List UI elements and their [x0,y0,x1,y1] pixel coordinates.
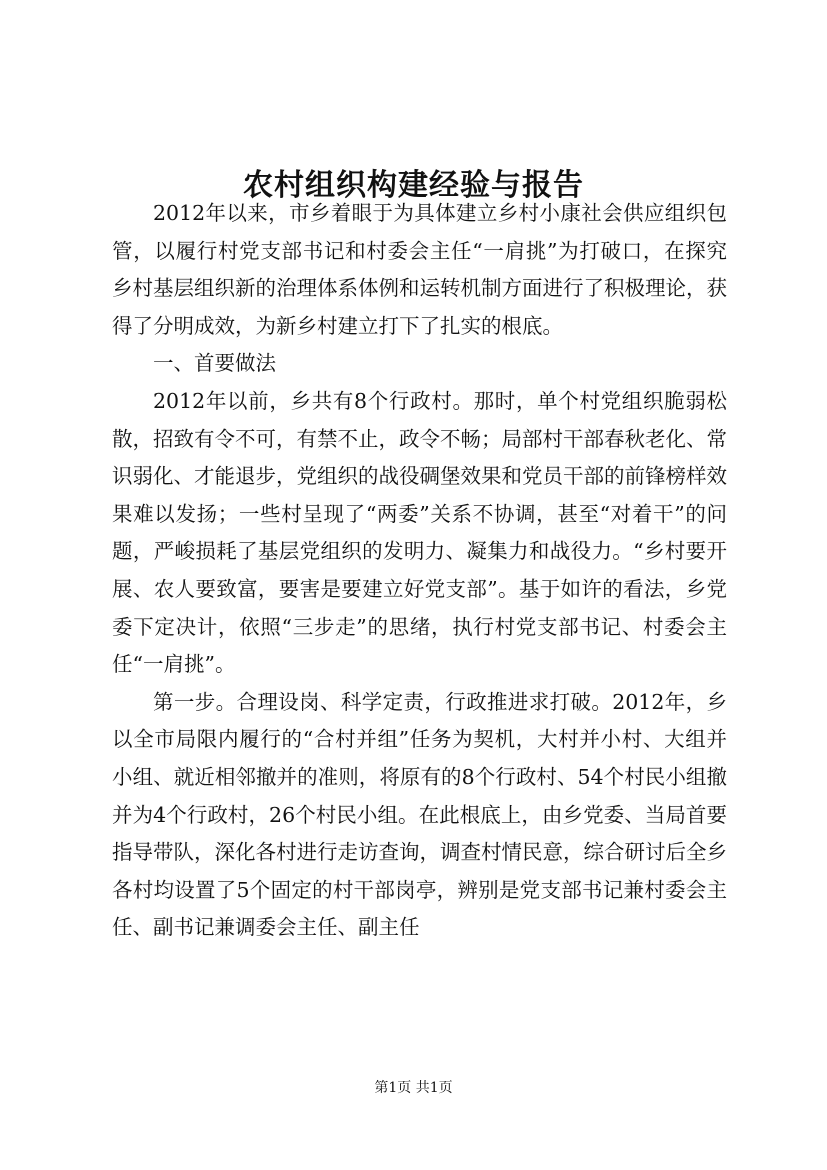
page-footer: 第1页 共1页 [374,1080,453,1096]
document-body [112,195,727,947]
section-heading: 一、首要做法 [153,351,276,376]
paragraph-background: 2012年以前，乡共有8个行政村。那时，单个村党组织脆弱松散，招致有令不可，有禁不止，政令不畅；局部村干部春秋老化、常识弱化、才能退步，党组织的战役碉堡效果和党员干部的前锋榜样效果难以发扬；一些村呈现了“两委”关系不协调，甚至“对着干”的问题，严峻损耗了基层党组织的发明力、凝集力和战役力。“乡村要开展、农人要致富，要害是要建立好党支部”。基于如许的看法，乡党委下定决计，依照“三步走”的思绪，执行村党支部书记、村委会主任“一肩挑”。 [112,388,727,677]
paragraph-intro: 2012年以来，市乡着眼于为具体建立乡村小康社会供应组织包管，以履行村党支部书记和村委会主任“一肩挑”为打破口，在探究乡村基层组织新的治理体系体例和运转机制方面进行了积极理论，获得了分明成效，为新乡村建立打下了扎实的根底。 [112,201,727,338]
paragraph-step-one: 第一步。合理设岗、科学定责，行政推进求打破。2012年，乡以全市局限内履行的“合村并组”任务为契机，大村并小村、大组并小组、就近相邻撤并的准则，将原有的8个行政村、54个村民小组撤并为4个行政村，26个村民小组。在此根底上，由乡党委、当局首要指导带队，深化各村进行走访查询，调查村情民意，综合研讨后全乡各村均设置了5个固定的村干部岗亭，辨别是党支部书记兼村委会主任、副书记兼调委会主任、副主任 [112,689,727,940]
document-title: 农村组织构建经验与报告 [243,168,584,204]
